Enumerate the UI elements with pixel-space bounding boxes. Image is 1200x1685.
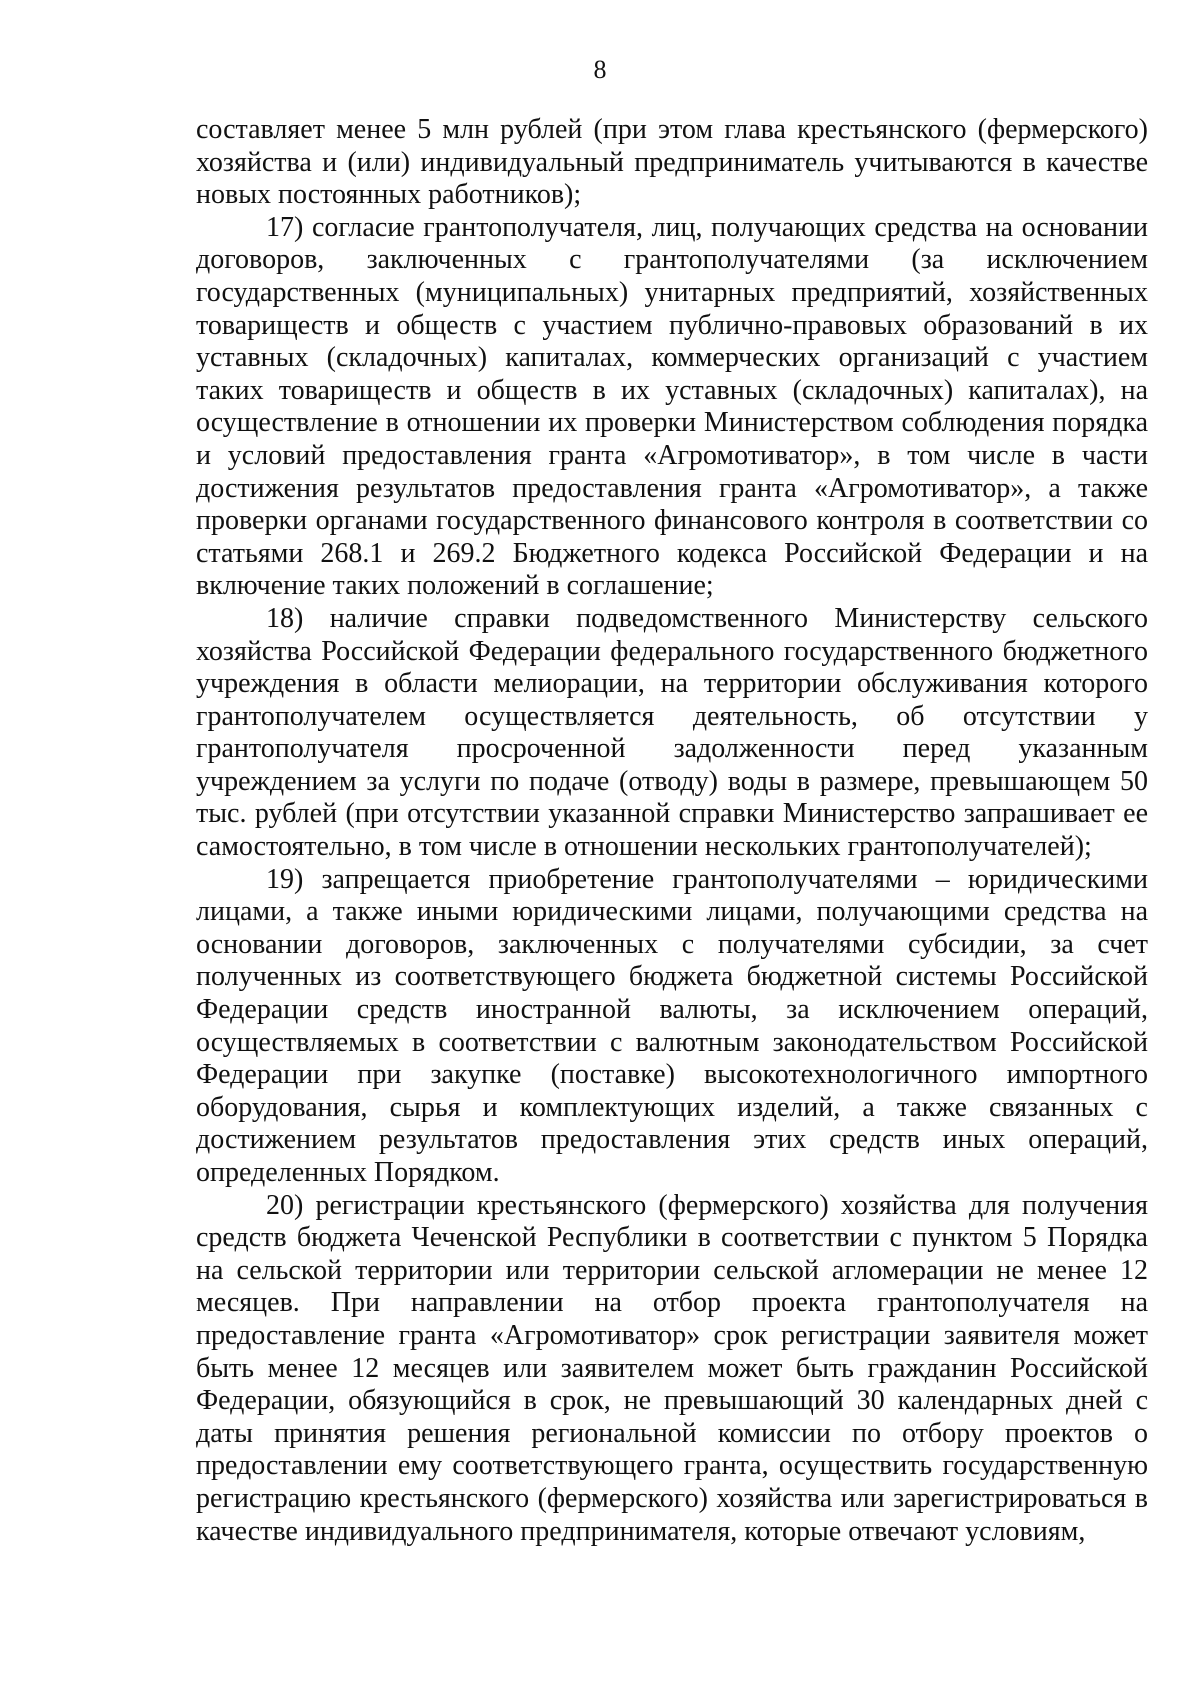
paragraph-item-17: 17) согласие грантополучателя, лиц, получающих средства на основании договоров, заключенных с грантополучателями (за исключением государственных (муниципальных) унитарных предприятий, хозяйственных товариществ и обществ с участием публично-правовых образований в их уставных (складочных) капиталах, коммерческих организаций с участием таких товариществ и обществ в их уставных (складочных) капиталах), на осуществление в отношении их проверки Министерством соблюдения порядка и условий предоставления гранта «Агромотиватор», в том числе в части достижения результатов предоставления гранта «Агромотиватор», а также проверки органами государственного финансового контроля в соответствии со статьями 268.1 и 269.2 Бюджетного кодекса Российской Федерации и на включение таких положений в соглашение; bbox=[196, 211, 1148, 602]
paragraph-item-20: 20) регистрации крестьянского (фермерского) хозяйства для получения средств бюджета Чеченской Республики в соответствии с пунктом 5 Порядка на сельской территории или территории сельской агломерации не менее 12 месяцев. При направлении на отбор проекта грантополучателя на предоставление гранта «Агромотиватор» срок регистрации заявителя может быть менее 12 месяцев или заявителем может быть гражданин Российской Федерации, обязующийся в срок, не превышающий 30 календарных дней с даты принятия решения региональной комиссии по отбору проектов о предоставлении ему соответствующего гранта, осуществить государственную регистрацию крестьянского (фермерского) хозяйства или зарегистрироваться в качестве индивидуального предпринимателя, которые отвечают условиям, bbox=[196, 1189, 1148, 1547]
paragraph-item-19: 19) запрещается приобретение грантополучателями – юридическими лицами, а также иными юридическими лицами, получающими средства на основании договоров, заключенных с получателями субсидии, за счет полученных из соответствующего бюджета бюджетной системы Российской Федерации средств иностранной валюты, за исключением операций, осуществляемых в соответствии с валютным законодательством Российской Федерации при закупке (поставке) высокотехнологичного импортного оборудования, сырья и комплектующих изделий, а также связанных с достижением результатов предоставления этих средств иных операций, определенных Порядком. bbox=[196, 863, 1148, 1188]
paragraph-item-18: 18) наличие справки подведомственного Министерству сельского хозяйства Российской Федерации федерального государственного бюджетного учреждения в области мелиорации, на территории обслуживания которого грантополучателем осуществляется деятельность, об отсутствии у грантополучателя просроченной задолженности перед указанным учреждением за услуги по подаче (отводу) воды в размере, превышающем 50 тыс. рублей (при отсутствии указанной справки Министерство запрашивает ее самостоятельно, в том числе в отношении нескольких грантополучателей); bbox=[196, 602, 1148, 863]
page-number: 8 bbox=[593, 55, 607, 84]
paragraph-continuation: составляет менее 5 млн рублей (при этом глава крестьянского (фермерского) хозяйства и (или) индивидуальный предприниматель учитываются в качестве новых постоянных работников); bbox=[196, 114, 1148, 211]
document-body bbox=[196, 114, 1148, 1548]
